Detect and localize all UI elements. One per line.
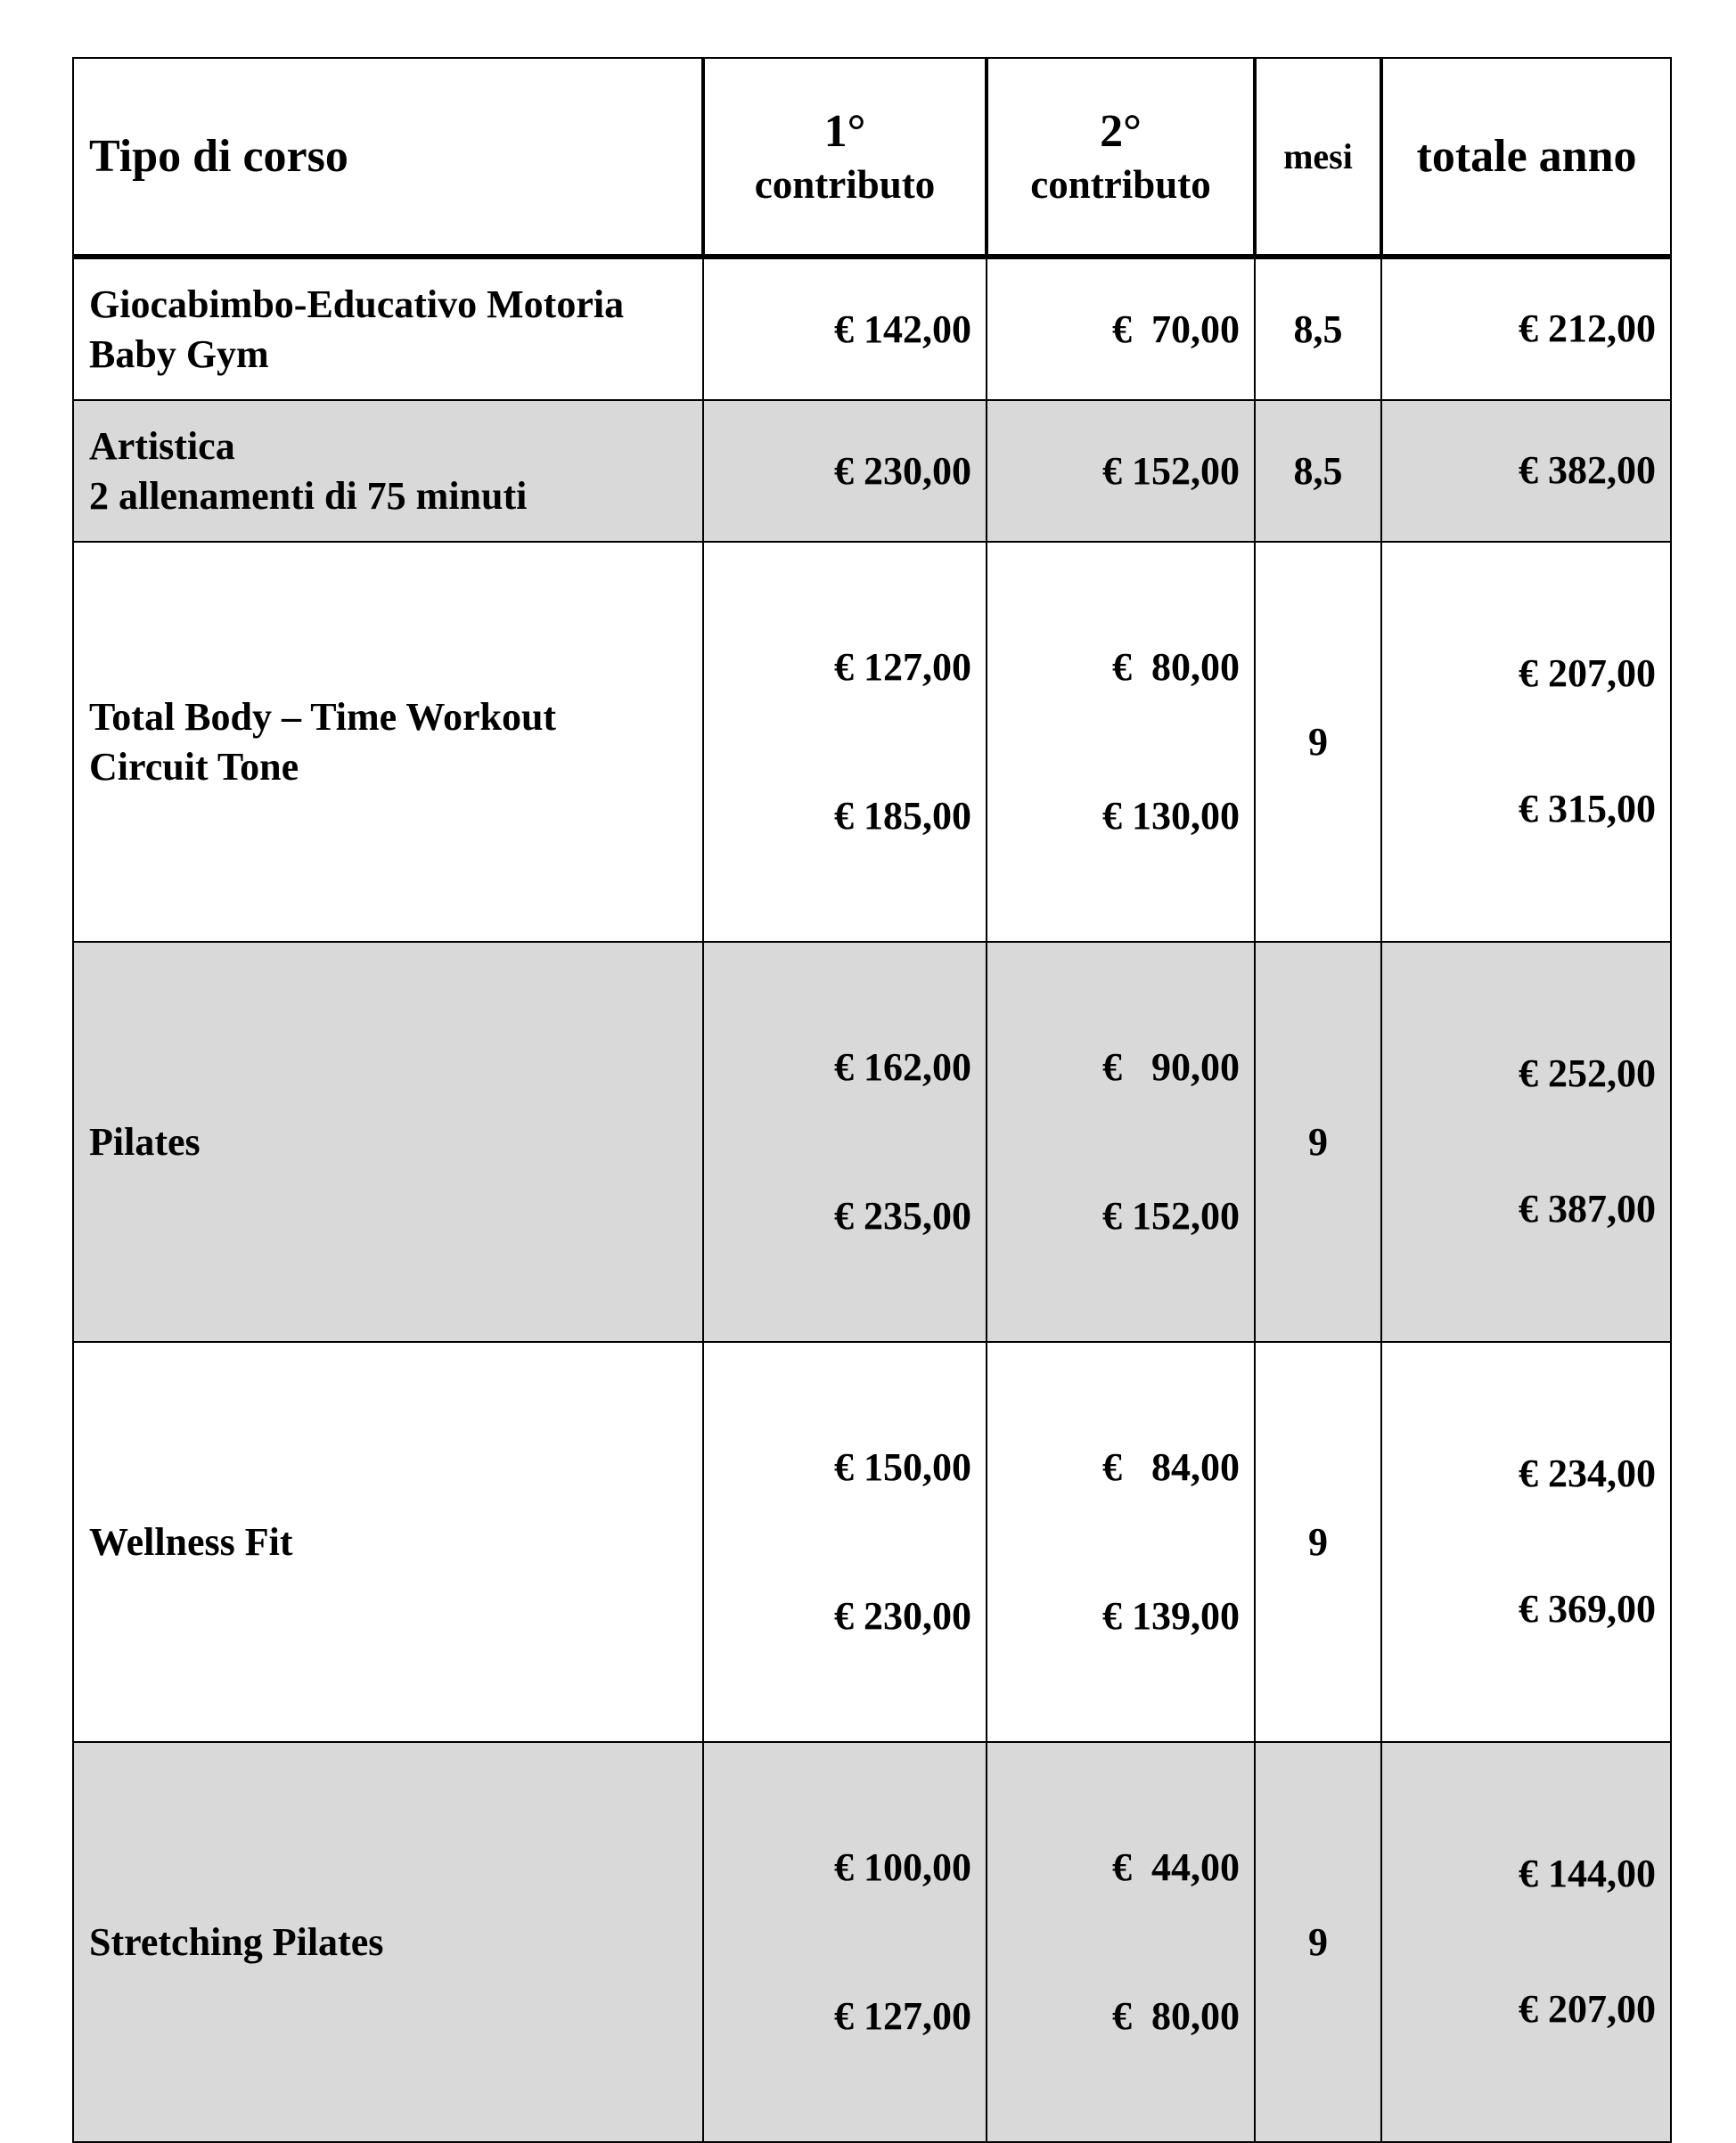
header-first-contribution — [703, 58, 987, 257]
first-contribution-b: € 127,00 — [834, 1994, 971, 2039]
year-total — [1381, 542, 1671, 942]
course-name-line-1: Artistica — [89, 423, 235, 468]
course-name-line-2: Circuit Tone — [89, 744, 299, 789]
header-months: mesi — [1255, 58, 1381, 257]
course-name-line-1: Total Body – Time Workout — [89, 694, 557, 739]
months-value: 8,5 — [1255, 257, 1381, 400]
months-value: 9 — [1255, 1342, 1381, 1742]
course-name-line-2: 2 allenamenti di 75 minuti — [89, 473, 528, 518]
course-name-line-2: Baby Gym — [89, 331, 269, 376]
table-row — [73, 400, 1671, 542]
header-second-contribution — [987, 58, 1255, 257]
course-name-line-1: Stretching Pilates — [89, 1919, 384, 1964]
second-contribution-a: € 80,00 — [1112, 644, 1240, 689]
first-contribution — [703, 1742, 987, 2142]
first-contribution — [703, 942, 987, 1342]
second-contribution — [987, 400, 1255, 542]
course-name-line-1: Giocabimbo-Educativo Motoria — [89, 282, 625, 326]
second-contribution-b: € 80,00 — [1112, 1994, 1240, 2039]
price-table — [72, 57, 1672, 2143]
first-contribution-b: € 185,00 — [834, 794, 971, 838]
course-name — [73, 1742, 703, 2142]
year-total-a: € 144,00 — [1519, 1852, 1656, 1896]
year-total — [1381, 257, 1671, 400]
months-value: 8,5 — [1255, 400, 1381, 542]
year-total-a: € 252,00 — [1519, 1051, 1656, 1096]
months-value: 9 — [1255, 942, 1381, 1342]
first-contribution-a: € 127,00 — [834, 644, 971, 689]
course-name-line-1: Wellness Fit — [89, 1519, 293, 1564]
year-total-b: € 387,00 — [1519, 1187, 1656, 1231]
header-second-num: 2° — [1100, 106, 1142, 158]
table-row — [73, 1342, 1671, 1742]
year-total-a: € 207,00 — [1519, 651, 1656, 696]
table-row — [73, 942, 1671, 1342]
course-name-line-1: Pilates — [89, 1119, 201, 1164]
second-contribution — [987, 1342, 1255, 1742]
course-name — [73, 942, 703, 1342]
header-course-type: Tipo di corso — [73, 58, 703, 257]
second-contribution — [987, 942, 1255, 1342]
second-contribution-b: € 139,00 — [1102, 1594, 1240, 1639]
second-contribution-a: € 70,00 — [1112, 307, 1240, 351]
first-contribution — [703, 257, 987, 400]
first-contribution — [703, 542, 987, 942]
months-value: 9 — [1255, 542, 1381, 942]
first-contribution-a: € 142,00 — [834, 307, 971, 351]
year-total-a: € 234,00 — [1519, 1452, 1656, 1496]
first-contribution-a: € 100,00 — [834, 1844, 971, 1889]
second-contribution — [987, 542, 1255, 942]
year-total-b: € 369,00 — [1519, 1587, 1656, 1632]
header-year-total: totale anno — [1381, 58, 1671, 257]
year-total — [1381, 400, 1671, 542]
first-contribution-a: € 150,00 — [834, 1444, 971, 1489]
first-contribution-a: € 162,00 — [834, 1044, 971, 1089]
first-contribution-b: € 230,00 — [834, 1594, 971, 1639]
year-total — [1381, 1742, 1671, 2142]
year-total-a: € 382,00 — [1519, 448, 1656, 493]
year-total-b: € 315,00 — [1519, 787, 1656, 831]
second-contribution-a: € 90,00 — [1102, 1044, 1240, 1089]
course-name — [73, 1342, 703, 1742]
year-total-a: € 212,00 — [1519, 307, 1656, 351]
first-contribution — [703, 400, 987, 542]
year-total-b: € 207,00 — [1519, 1987, 1656, 2032]
second-contribution-b: € 152,00 — [1102, 1194, 1240, 1239]
year-total — [1381, 942, 1671, 1342]
months-value: 9 — [1255, 1742, 1381, 2142]
first-contribution-b: € 235,00 — [834, 1194, 971, 1239]
second-contribution — [987, 1742, 1255, 2142]
year-total — [1381, 1342, 1671, 1742]
header-first-label: contributo — [754, 161, 936, 207]
course-name — [73, 400, 703, 542]
header-first-num: 1° — [823, 106, 866, 158]
course-name — [73, 257, 703, 400]
table-row — [73, 1742, 1671, 2142]
header-second-label: contributo — [1030, 161, 1211, 207]
second-contribution-a: € 152,00 — [1102, 448, 1240, 493]
second-contribution — [987, 257, 1255, 400]
second-contribution-a: € 84,00 — [1102, 1444, 1240, 1489]
table-row — [73, 542, 1671, 942]
first-contribution-a: € 230,00 — [834, 448, 971, 493]
first-contribution — [703, 1342, 987, 1742]
second-contribution-a: € 44,00 — [1112, 1844, 1240, 1889]
header-row — [73, 58, 1671, 257]
course-name — [73, 542, 703, 942]
table-row — [73, 257, 1671, 400]
second-contribution-b: € 130,00 — [1102, 794, 1240, 838]
